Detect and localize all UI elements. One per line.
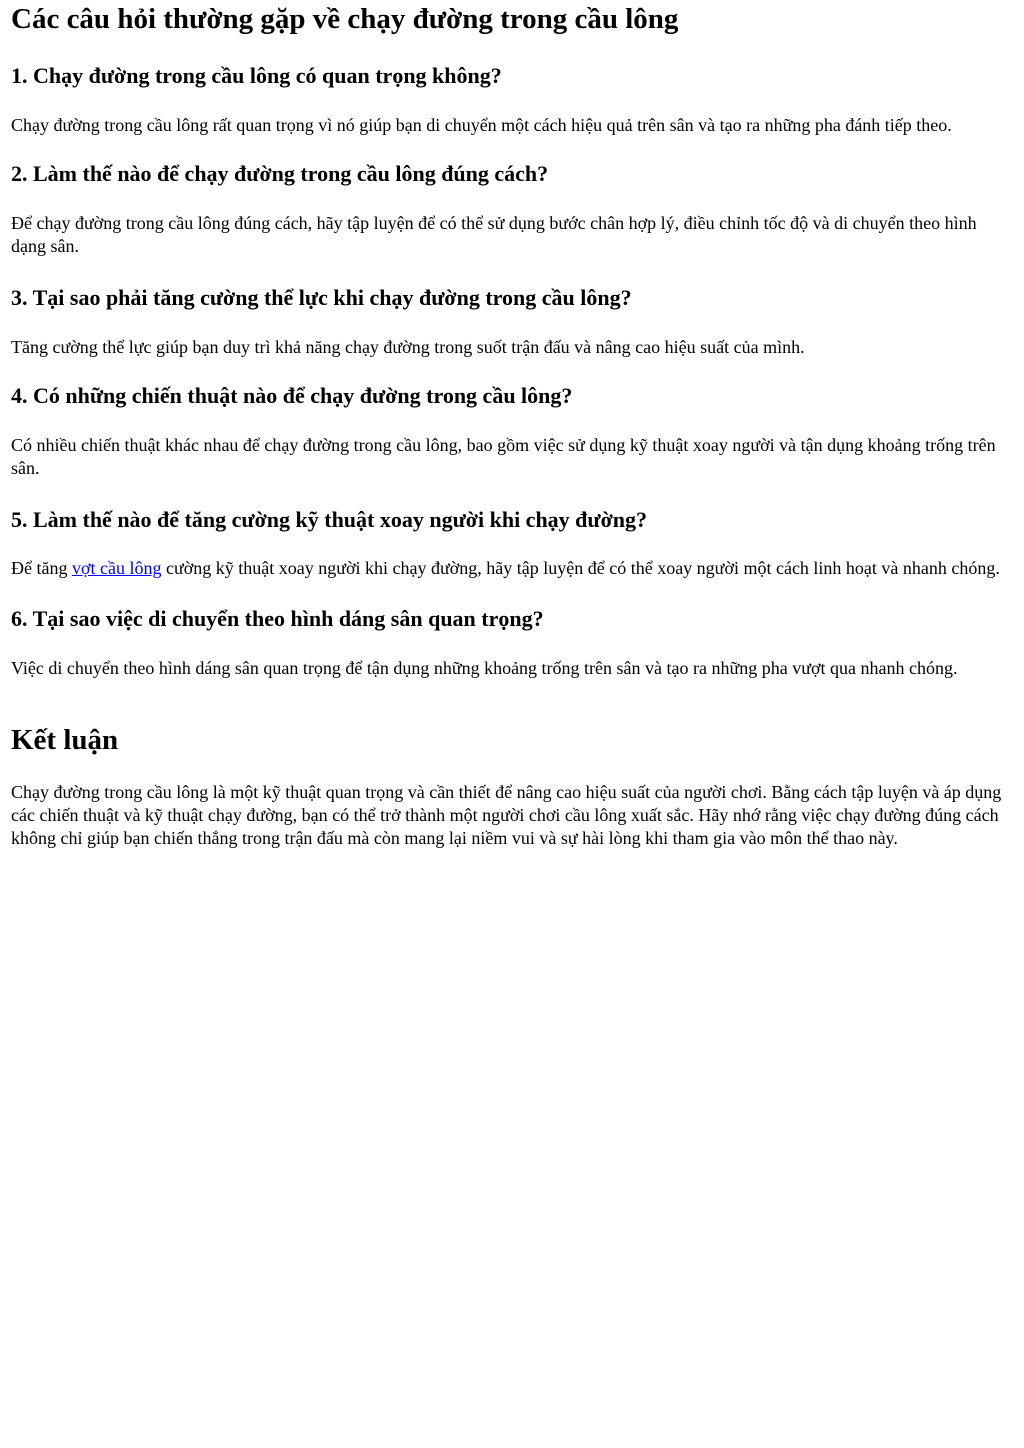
faq-answer: Chạy đường trong cầu lông rất quan trọng vì nó giúp bạn di chuyển một cách hiệu quả trên sân và tạo ra những pha đánh tiếp theo.	[11, 115, 952, 135]
conclusion-text: Chạy đường trong cầu lông là một kỹ thuật quan trọng và cần thiết để nâng cao hiệu suất của người chơi. Bằng cách tập luyện và áp dụng các chiến thuật và kỹ thuật chạy đường, bạn có thể trở thành một người chơi cầu lông xuất sắc. Hãy nhớ rằng việc chạy đường đúng cách không chỉ giúp bạn chiến thắng trong trận đấu mà còn mang lại niềm vui và sự hài lòng khi tham gia vào môn thể thao này.	[11, 782, 1002, 848]
conclusion-section	[11, 723, 1013, 850]
faq-answer: Để chạy đường trong cầu lông đúng cách, hãy tập luyện để có thể sử dụng bước chân hợp lý, điều chỉnh tốc độ và di chuyển theo hình dạng sân.	[11, 213, 977, 256]
faq-question: 1. Chạy đường trong cầu lông có quan trọng không?	[11, 63, 502, 88]
faq-question: 2. Làm thế nào để chạy đường trong cầu lông đúng cách?	[11, 161, 549, 186]
faq-item-5	[11, 507, 1013, 580]
badminton-racket-link[interactable]: vợt cầu lông	[71, 558, 162, 578]
conclusion-title: Kết luận	[11, 724, 119, 756]
faq-item-1	[11, 63, 1013, 137]
faq-answer: Có nhiều chiến thuật khác nhau để chạy đường trong cầu lông, bao gồm việc sử dụng kỹ thuật xoay người và tận dụng khoảng trống trên sân.	[11, 435, 996, 478]
answer-text-after: cường kỹ thuật xoay người khi chạy đường, hãy tập luyện để có thể xoay người một cách linh hoạt và nhanh chóng.	[161, 558, 1000, 578]
faq-question: 3. Tại sao phải tăng cường thể lực khi chạy đường trong cầu lông?	[11, 285, 632, 310]
faq-answer	[11, 557, 1013, 580]
faq-question: 4. Có những chiến thuật nào để chạy đường trong cầu lông?	[11, 383, 573, 408]
page-title: Các câu hỏi thường gặp về chạy đường trong cầu lông	[11, 3, 679, 35]
answer-text-before: Để tăng	[11, 558, 72, 578]
faq-item-4	[11, 383, 1013, 480]
faq-question: 6. Tại sao việc di chuyển theo hình dáng sân quan trọng?	[11, 606, 544, 631]
faq-question: 5. Làm thế nào để tăng cường kỹ thuật xoay người khi chạy đường?	[11, 507, 648, 532]
faq-item-2	[11, 161, 1013, 258]
faq-item-3	[11, 285, 1013, 359]
faq-answer: Tăng cường thể lực giúp bạn duy trì khả năng chạy đường trong suốt trận đấu và nâng cao hiệu suất của mình.	[11, 337, 805, 357]
faq-answer: Việc di chuyển theo hình dáng sân quan trọng để tận dụng những khoảng trống trên sân và tạo ra những pha vượt qua nhanh chóng.	[11, 658, 958, 678]
faq-item-6	[11, 606, 1013, 680]
